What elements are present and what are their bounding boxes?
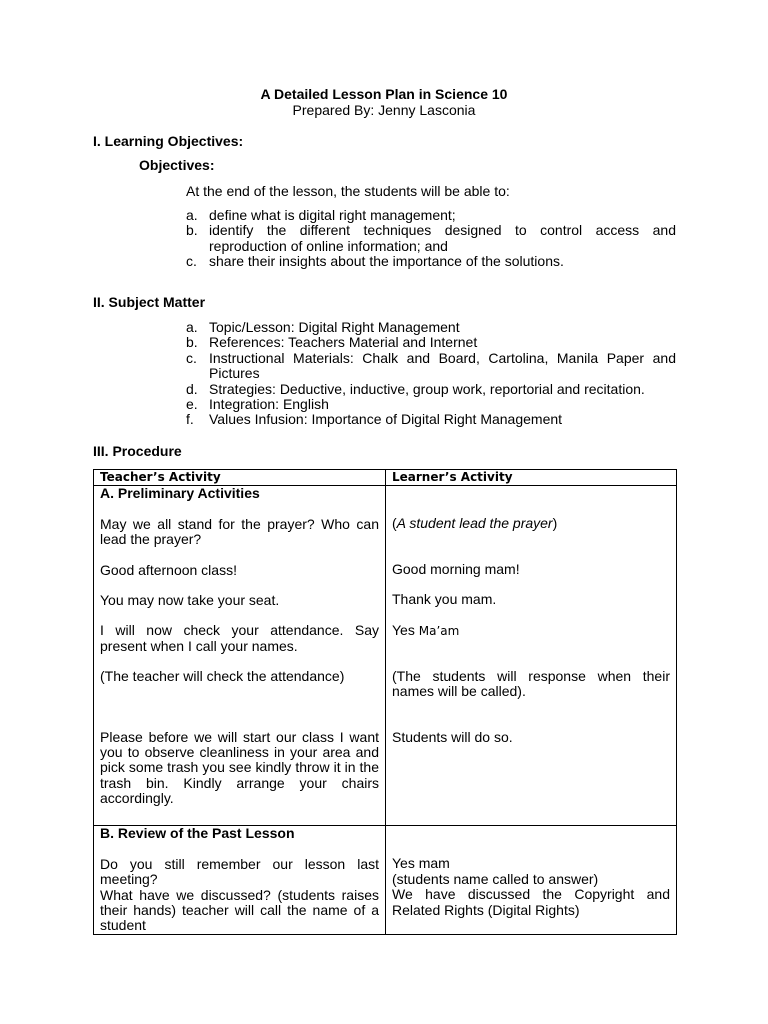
objective-text: identify the different techniques designed to control access and reproduction of online information; and xyxy=(209,222,676,254)
objective-text: share their insights about the importance of the solutions. xyxy=(209,253,564,270)
preliminary-teacher-cell xyxy=(94,486,386,826)
learning-objectives-heading: I. Learning Objectives: xyxy=(93,133,244,149)
teacher-line: Please before we will start our class I want you to observe cleanliness in your area and pick some trash you see kindly throw it in the trash bin. Kindly arrange your chairs accordingly. xyxy=(100,728,379,807)
subject-matter-heading: II. Subject Matter xyxy=(93,294,206,310)
teacher-line: May we all stand for the prayer? Who can lead the prayer? xyxy=(100,515,379,548)
objective-item xyxy=(186,254,676,269)
subject-text: Topic/Lesson: Digital Right Management xyxy=(209,319,460,335)
subject-item xyxy=(186,382,676,397)
teacher-line: I will now check your attendance. Say present when I call your names. xyxy=(100,622,379,654)
subject-text: Values Infusion: Importance of Digital Right Management xyxy=(209,411,563,428)
procedure-table xyxy=(93,469,677,935)
review-past-lesson-title: B. Review of the Past Lesson xyxy=(100,825,295,842)
objectives-intro: At the end of the lesson, the students will be able to: xyxy=(186,183,510,199)
preliminary-learner-cell xyxy=(386,486,677,826)
review-teacher-cell xyxy=(94,826,386,934)
learner-line: Good morning mam! xyxy=(392,560,520,577)
preliminary-activities-title: A. Preliminary Activities xyxy=(100,485,260,502)
subject-text: References: Teachers Material and Internet xyxy=(209,334,478,351)
objective-text: define what is digital right management; xyxy=(209,207,456,223)
list-marker: b. xyxy=(186,334,198,351)
subject-text: Integration: English xyxy=(209,396,329,413)
learner-activity-header: Learner’s Activity xyxy=(386,470,677,486)
list-marker: d. xyxy=(186,380,198,397)
table-header-row xyxy=(94,470,677,486)
objectives-subheading: Objectives: xyxy=(139,157,215,173)
subject-item xyxy=(186,412,676,427)
list-marker: a. xyxy=(186,319,198,335)
teacher-line: (The teacher will check the attendance) xyxy=(100,668,345,685)
subject-item xyxy=(186,351,676,382)
subject-item xyxy=(186,335,676,350)
learner-line: (students name called to answer) xyxy=(392,870,599,887)
teacher-line: Do you still remember our lesson last meeting? xyxy=(100,855,379,888)
list-marker: e. xyxy=(186,396,198,413)
list-marker: f. xyxy=(186,411,194,428)
subject-matter-list xyxy=(186,320,676,428)
learner-line: Thank you mam. xyxy=(392,591,497,608)
subject-item xyxy=(186,320,676,335)
subject-text: Instructional Materials: Chalk and Board, Cartolina, Manila Paper and Pictures xyxy=(209,349,676,382)
prepared-by: Prepared By: Jenny Lasconia xyxy=(292,102,476,118)
document-title: A Detailed Lesson Plan in Science 10 xyxy=(260,86,508,102)
table-row xyxy=(94,826,677,934)
objective-item xyxy=(186,223,676,254)
teacher-line: You may now take your seat. xyxy=(100,592,280,609)
teacher-line: Good afternoon class! xyxy=(100,561,237,578)
list-marker: c. xyxy=(186,349,197,366)
learner-line: Yes mam xyxy=(392,855,450,872)
procedure-heading: III. Procedure xyxy=(93,443,182,459)
objective-item xyxy=(186,208,676,223)
teacher-activity-header: Teacher’s Activity xyxy=(94,470,386,486)
list-marker: a. xyxy=(186,207,198,223)
subject-text: Strategies: Deductive, inductive, group work, reportorial and recitation. xyxy=(209,380,645,397)
learner-line: Yes Ma’am xyxy=(392,621,460,638)
subject-item xyxy=(186,397,676,412)
learner-line: Students will do so. xyxy=(392,728,513,745)
learner-line: We have discussed the Copyright and Related Rights (Digital Rights) xyxy=(392,886,670,918)
teacher-line: What have we discussed? (students raises their hands) teacher will call the name of a student xyxy=(100,886,379,934)
table-row xyxy=(94,486,677,826)
review-learner-cell xyxy=(386,826,677,934)
list-marker: b. xyxy=(186,222,198,239)
learner-line: (The students will response when their names will be called). xyxy=(392,668,670,700)
list-marker: c. xyxy=(186,253,197,270)
learner-line: (A student lead the prayer) xyxy=(392,515,558,532)
objectives-list xyxy=(186,208,676,270)
